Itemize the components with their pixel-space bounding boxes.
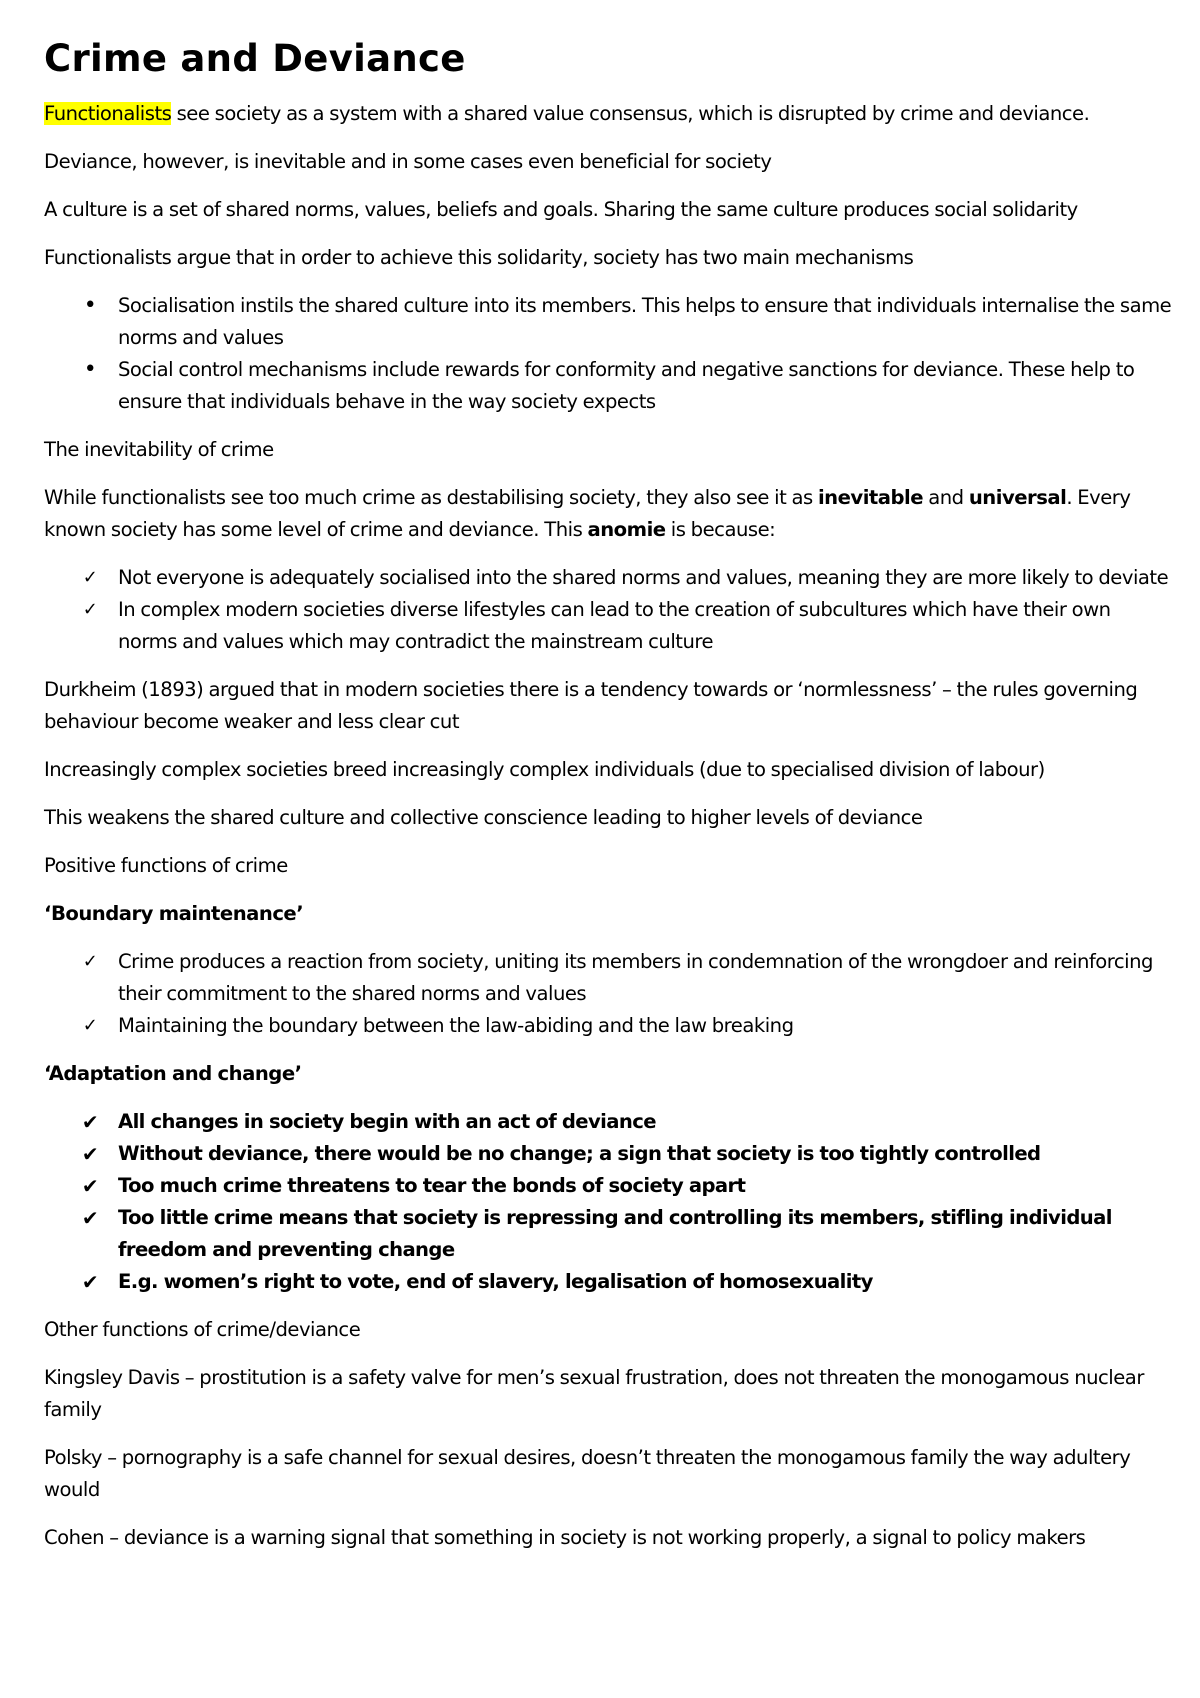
- list-item-text: All changes in society begin with an act of deviance: [118, 1110, 656, 1133]
- text-run: is because:: [665, 518, 776, 541]
- bullet-icon: •: [83, 357, 97, 382]
- document-content: [44, 34, 1174, 1570]
- list-item: [44, 594, 1174, 658]
- term-universal: universal: [968, 486, 1067, 509]
- checkmark-icon: ✓: [82, 567, 98, 588]
- list-item: [44, 946, 1174, 1010]
- heading-positive-functions: Positive functions of crime: [44, 854, 288, 877]
- intro-text: see society as a system with a shared value consensus, which is disrupted by crime and deviance.: [171, 102, 1090, 125]
- paragraph-complex: Increasingly complex societies breed increasingly complex individuals (due to specialised division of labour): [44, 758, 1045, 781]
- list-item: [44, 1138, 1174, 1170]
- paragraph-durkheim: Durkheim (1893) argued that in modern societies there is a tendency towards or ‘normlessness’ – the rules governing behaviour become weaker and less clear cut: [44, 678, 1138, 733]
- list-item-text: Social control mechanisms include rewards for conformity and negative sanctions for deviance. These help to ensure that individuals behave in the way society expects: [118, 358, 1135, 413]
- list-item-text: Socialisation instils the shared culture into its members. This helps to ensure that individuals internalise the same norms and values: [118, 294, 1172, 349]
- list-item: [44, 1202, 1174, 1266]
- heading-other-functions: Other functions of crime/deviance: [44, 1318, 361, 1341]
- paragraph-weakens: This weakens the shared culture and collective conscience leading to higher levels of deviance: [44, 806, 923, 829]
- list-item-text: Too much crime threatens to tear the bonds of society apart: [118, 1174, 746, 1197]
- list-item-text: Without deviance, there would be no change; a sign that society is too tightly controlled: [118, 1142, 1041, 1165]
- term-inevitable: inevitable: [817, 486, 924, 509]
- list-item: [44, 354, 1174, 418]
- text-run: and: [923, 486, 969, 509]
- list-item: [44, 1106, 1174, 1138]
- checkmark-icon: ✓: [82, 599, 98, 620]
- paragraph-davis: Kingsley Davis – prostitution is a safety valve for men’s sexual frustration, does not threaten the monogamous nuclear family: [44, 1366, 1144, 1421]
- list-item: [44, 1170, 1174, 1202]
- paragraph-deviance-inevitable: Deviance, however, is inevitable and in some cases even beneficial for society: [44, 150, 772, 173]
- bullet-icon: •: [83, 293, 97, 318]
- paragraph-mechanisms: Functionalists argue that in order to achieve this solidarity, society has two main mechanisms: [44, 246, 914, 269]
- heading-boundary-maintenance: ‘Boundary maintenance’: [44, 902, 304, 925]
- list-item: [44, 1010, 1174, 1042]
- list-item-text: In complex modern societies diverse lifestyles can lead to the creation of subcultures which have their own norms and values which may contradict the mainstream culture: [118, 598, 1111, 653]
- checkmark-icon: ✔: [81, 1174, 99, 1198]
- list-item: [44, 1266, 1174, 1298]
- list-item-text: Too little crime means that society is repressing and controlling its members, stifling individual freedom and preventing change: [118, 1206, 1112, 1261]
- adaptation-list: [44, 1106, 1174, 1298]
- list-item-text: Not everyone is adequately socialised into the shared norms and values, meaning they are more likely to deviate: [118, 566, 1169, 589]
- intro-paragraph: [44, 98, 1174, 130]
- anomie-reasons-list: [44, 562, 1174, 658]
- checkmark-icon: ✓: [82, 1015, 98, 1036]
- heading-adaptation-change: ‘Adaptation and change’: [44, 1062, 302, 1085]
- list-item: [44, 290, 1174, 354]
- paragraph-culture: A culture is a set of shared norms, values, beliefs and goals. Sharing the same culture produces social solidarity: [44, 198, 1078, 221]
- mechanisms-list: [44, 290, 1174, 418]
- paragraph-polsky: Polsky – pornography is a safe channel for sexual desires, doesn’t threaten the monogamous family the way adultery would: [44, 1446, 1131, 1501]
- list-item-text: Crime produces a reaction from society, uniting its members in condemnation of the wrongdoer and reinforcing their commitment to the shared norms and values: [118, 950, 1153, 1005]
- heading-inevitability: The inevitability of crime: [44, 438, 274, 461]
- list-item-text: E.g. women’s right to vote, end of slavery, legalisation of homosexuality: [118, 1270, 873, 1293]
- checkmark-icon: ✔: [81, 1142, 99, 1166]
- checkmark-icon: ✓: [82, 951, 98, 972]
- text-run: . Every known society has some level of crime and deviance. This: [44, 486, 1131, 541]
- term-anomie: anomie: [587, 518, 666, 541]
- list-item: [44, 562, 1174, 594]
- text-run: While functionalists see too much crime as destabilising society, they also see it as: [44, 486, 818, 509]
- checkmark-icon: ✔: [81, 1270, 99, 1294]
- paragraph-anomie: [44, 482, 1174, 546]
- highlighted-term: Functionalists: [44, 102, 172, 125]
- checkmark-icon: ✔: [81, 1206, 99, 1230]
- list-item-text: Maintaining the boundary between the law-abiding and the law breaking: [118, 1014, 794, 1037]
- boundary-list: [44, 946, 1174, 1042]
- checkmark-icon: ✔: [81, 1110, 99, 1134]
- paragraph-cohen: Cohen – deviance is a warning signal that something in society is not working properly, a signal to policy makers: [44, 1526, 1086, 1549]
- page-title: Crime and Deviance: [44, 37, 466, 80]
